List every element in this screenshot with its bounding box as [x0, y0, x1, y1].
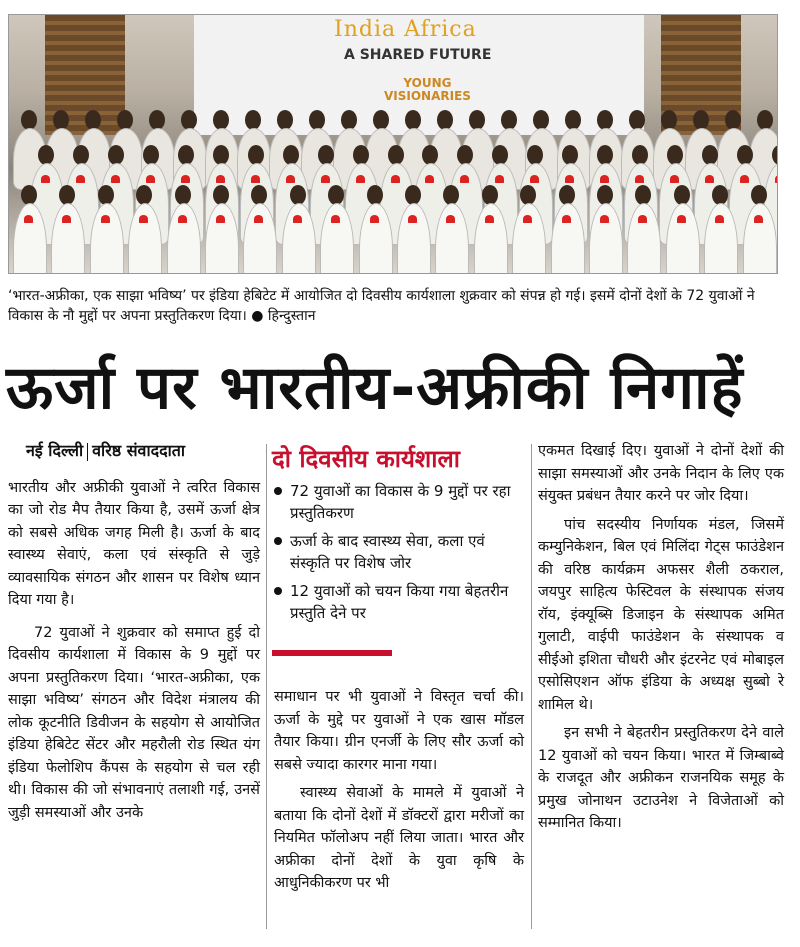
- heart-icon: [715, 215, 724, 223]
- paragraph: स्वास्थ्य सेवाओं के मामले में युवाओं ने बताया कि दोनों देशों में डॉक्टरों द्वारा मरीजों का नियमित फॉलोअप नहीं लिया जाता। भारत और अफ्रीका दोनों देशों के युवा कृषि के आधुनिकीकरण पर भी: [274, 785, 524, 891]
- person-head: [482, 185, 498, 205]
- column-divider: [531, 444, 532, 929]
- person-head: [21, 185, 37, 205]
- bullet-icon: [274, 537, 282, 545]
- person-head: [702, 145, 718, 165]
- heart-icon: [293, 215, 302, 223]
- heart-icon: [178, 215, 187, 223]
- heart-icon: [101, 215, 110, 223]
- highlights-title: दो दिवसीय कार्यशाला: [272, 445, 460, 473]
- person-head: [562, 145, 578, 165]
- heart-icon: [321, 175, 330, 183]
- heart-icon: [446, 215, 455, 223]
- banner-subtitle: A SHARED FUTURE: [344, 47, 492, 63]
- heart-icon: [41, 175, 50, 183]
- person-head: [245, 110, 261, 130]
- heart-icon: [76, 175, 85, 183]
- person-head: [290, 185, 306, 205]
- person-head: [405, 185, 421, 205]
- person-head: [149, 110, 165, 130]
- heart-icon: [216, 215, 225, 223]
- heart-icon: [775, 175, 778, 183]
- person-head: [277, 110, 293, 130]
- heart-icon: [705, 175, 714, 183]
- group-photo: [8, 14, 778, 274]
- headline: ऊर्जा पर भारतीय-अफ्रीकी निगाहें: [6, 353, 744, 423]
- heart-icon: [562, 215, 571, 223]
- heart-icon: [146, 175, 155, 183]
- highlight-text: 72 युवाओं का विकास के 9 मुद्दों पर रहा प्रस्तुतिकरण: [290, 482, 511, 522]
- caption-text: ‘भारत-अफ्रीका, एक साझा भविष्य’ पर इंडिया हेबिटेट में आयोजित दो दिवसीय कार्यशाला शुक्रवार को संपन्न हो गई। इसमें दोनों देशों के 72 युवाओं ने विकास के नौ मुद्दों पर अपना प्रस्तुतिकरण दिया।: [8, 288, 755, 324]
- heart-icon: [425, 175, 434, 183]
- highlight-item: [272, 480, 526, 524]
- byline: [8, 440, 260, 463]
- paragraph: 72 युवाओं ने शुक्रवार को समाप्त हुई दो दिवसीय कार्यशाला में विकास के 9 मुद्दों पर अपना प्रस्तुतिकरण दिया। ‘भारत-अफ्रीका, एक साझा भविष्य’ संगठन और विदेश मंत्रालय की लोक कूटनीति डिवीजन के सहयोग से आयोजित इंडिया हेबिटेट सेंटर और महरौली रोड स्थित यंग इंडिया फेलोशिप कैंपस के सहयोग से चल रही थी। विकास की जो संभावनाएं तलाशी गई, उनसें जुड़ी समस्याओं और उनके: [8, 624, 260, 821]
- highlight-text: ऊर्जा के बाद स्वास्थ्य सेवा, कला एवं संस्कृति पर विशेष जोर: [290, 532, 485, 572]
- article-column-2: [274, 686, 524, 895]
- heart-icon: [254, 215, 263, 223]
- person-head: [98, 185, 114, 205]
- heart-icon: [565, 175, 574, 183]
- person-head: [117, 110, 133, 130]
- paragraph: भारतीय और अफ्रीकी युवाओं ने त्वरित विकास का जो रोड मैप तैयार किया है, उसमें ऊर्जा क्षेत्र को सबसे अधिक जगह मिली है। ऊर्जा के बाद स्वास्थ्य सेवाएं, कला एवं संस्कृति से जुड़े व्यावसायिक संगठन और शासन पर विशेष ध्यान दिया गया है।: [8, 479, 260, 608]
- article-column-1: [8, 440, 260, 824]
- heart-icon: [408, 215, 417, 223]
- person-head: [533, 110, 549, 130]
- photo-credit: ● हिन्दुस्तान: [251, 308, 316, 324]
- person-head: [283, 145, 299, 165]
- paragraph: पांच सदस्यीय निर्णायक मंडल, जिसमें कम्युनिकेशन, बिल एवं मिलिंदा गेट्स फाउंडेशन की वरिष्ठ कार्यक्रम अफसर शैली ठकराल, जयपुर साहित्य फेस्टिवल के संस्थापक संजय रॉय, इंक्यूब्सि डिजाइन के संस्थापक अमित गुलाटी, वाईपी फाउंडेशन के संस्थापक व सीईओ इशिता चौधरी और इंटरनेट एवं मोबाइल एसोसिएशन ऑफ इंडिया के अध्यक्ष सुब्बो रे शामिल थे।: [538, 516, 784, 713]
- person-head: [181, 110, 197, 130]
- person-head: [437, 110, 453, 130]
- heart-icon: [62, 215, 71, 223]
- heart-icon: [600, 175, 609, 183]
- banner-young: YOUNG VISIONARIES: [384, 76, 471, 103]
- person-head: [213, 145, 229, 165]
- highlight-item: [272, 530, 526, 574]
- person-head: [597, 110, 613, 130]
- person-head: [248, 145, 264, 165]
- person-head: [21, 110, 37, 130]
- person-head: [373, 110, 389, 130]
- person-head: [725, 110, 741, 130]
- person-head: [213, 110, 229, 130]
- heart-icon: [356, 175, 365, 183]
- bullet-icon: [274, 587, 282, 595]
- person-head: [757, 110, 773, 130]
- person-head: [341, 110, 357, 130]
- highlights-list: [272, 480, 526, 624]
- heart-icon: [286, 175, 295, 183]
- heart-icon: [181, 175, 190, 183]
- photo-caption: [8, 286, 788, 326]
- heart-icon: [600, 215, 609, 223]
- red-rule: [272, 650, 392, 656]
- heart-icon: [740, 175, 749, 183]
- paragraph: समाधान पर भी युवाओं ने विस्तृत चर्चा की। ऊर्जा के मुद्दे पर युवाओं ने एक खास मॉडल तैयार किया। ग्रीन एनर्जी के लिए सौर ऊर्जा को सबसे ज्यादा कारगर माना गया।: [274, 689, 524, 773]
- person-head: [737, 145, 753, 165]
- heart-icon: [638, 215, 647, 223]
- highlight-item: [272, 580, 526, 624]
- person-head: [178, 145, 194, 165]
- heart-icon: [677, 215, 686, 223]
- heart-icon: [111, 175, 120, 183]
- person-head: [213, 185, 229, 205]
- bullet-icon: [274, 487, 282, 495]
- heart-icon: [523, 215, 532, 223]
- person-head: [175, 185, 191, 205]
- heart-icon: [331, 215, 340, 223]
- column-divider: [266, 444, 267, 929]
- byline-reporter: वरिष्ठ संवाददाता: [92, 441, 185, 460]
- heart-icon: [251, 175, 260, 183]
- person-head: [632, 145, 648, 165]
- person-head: [85, 110, 101, 130]
- group-of-people: [9, 100, 777, 273]
- highlights-box: [272, 444, 526, 656]
- person-head: [629, 110, 645, 130]
- paragraph: इन सभी ने बेहतरीन प्रस्तुतिकरण देने वाले 12 युवाओं को चयन किया। भारत में जिम्बाब्वे के राजदूत और अफ्रीकन राजनयिक समूह के प्रमुख जोनाथन उटाउनेश ने विजेताओं को सम्मानित किया।: [538, 725, 784, 831]
- heart-icon: [754, 215, 763, 223]
- person-head: [367, 185, 383, 205]
- person-head: [405, 110, 421, 130]
- heart-icon: [485, 215, 494, 223]
- person-head: [661, 110, 677, 130]
- heart-icon: [391, 175, 400, 183]
- banner-title: India Africa: [334, 17, 477, 42]
- person-head: [318, 145, 334, 165]
- heart-icon: [460, 175, 469, 183]
- person-head: [565, 110, 581, 130]
- person-head: [388, 145, 404, 165]
- person-head: [667, 145, 683, 165]
- person-head: [559, 185, 575, 205]
- article-column-3: [538, 440, 784, 835]
- person-head: [469, 110, 485, 130]
- paragraph: एकमत दिखाई दिए। युवाओं ने दोनों देशों की साझा समस्याओं और उनके निदान के लिए एक संयुक्त प्रबंधन तैयार करने पर जोर दिया।: [538, 443, 784, 504]
- byline-separator: [87, 443, 88, 461]
- heart-icon: [495, 175, 504, 183]
- highlight-text: 12 युवाओं को चयन किया गया बेहतरीन प्रस्तुति देने पर: [290, 582, 509, 622]
- person-head: [751, 185, 767, 205]
- heart-icon: [670, 175, 679, 183]
- person-head: [309, 110, 325, 130]
- person-head: [501, 110, 517, 130]
- heart-icon: [635, 175, 644, 183]
- heart-icon: [139, 215, 148, 223]
- dateline-city: नई दिल्ली: [26, 441, 84, 460]
- heart-icon: [216, 175, 225, 183]
- person-head: [674, 185, 690, 205]
- person-head: [693, 110, 709, 130]
- heart-icon: [24, 215, 33, 223]
- person-head: [597, 145, 613, 165]
- heart-icon: [530, 175, 539, 183]
- person-head: [597, 185, 613, 205]
- heart-icon: [370, 215, 379, 223]
- person-head: [353, 145, 369, 165]
- person-head: [53, 110, 69, 130]
